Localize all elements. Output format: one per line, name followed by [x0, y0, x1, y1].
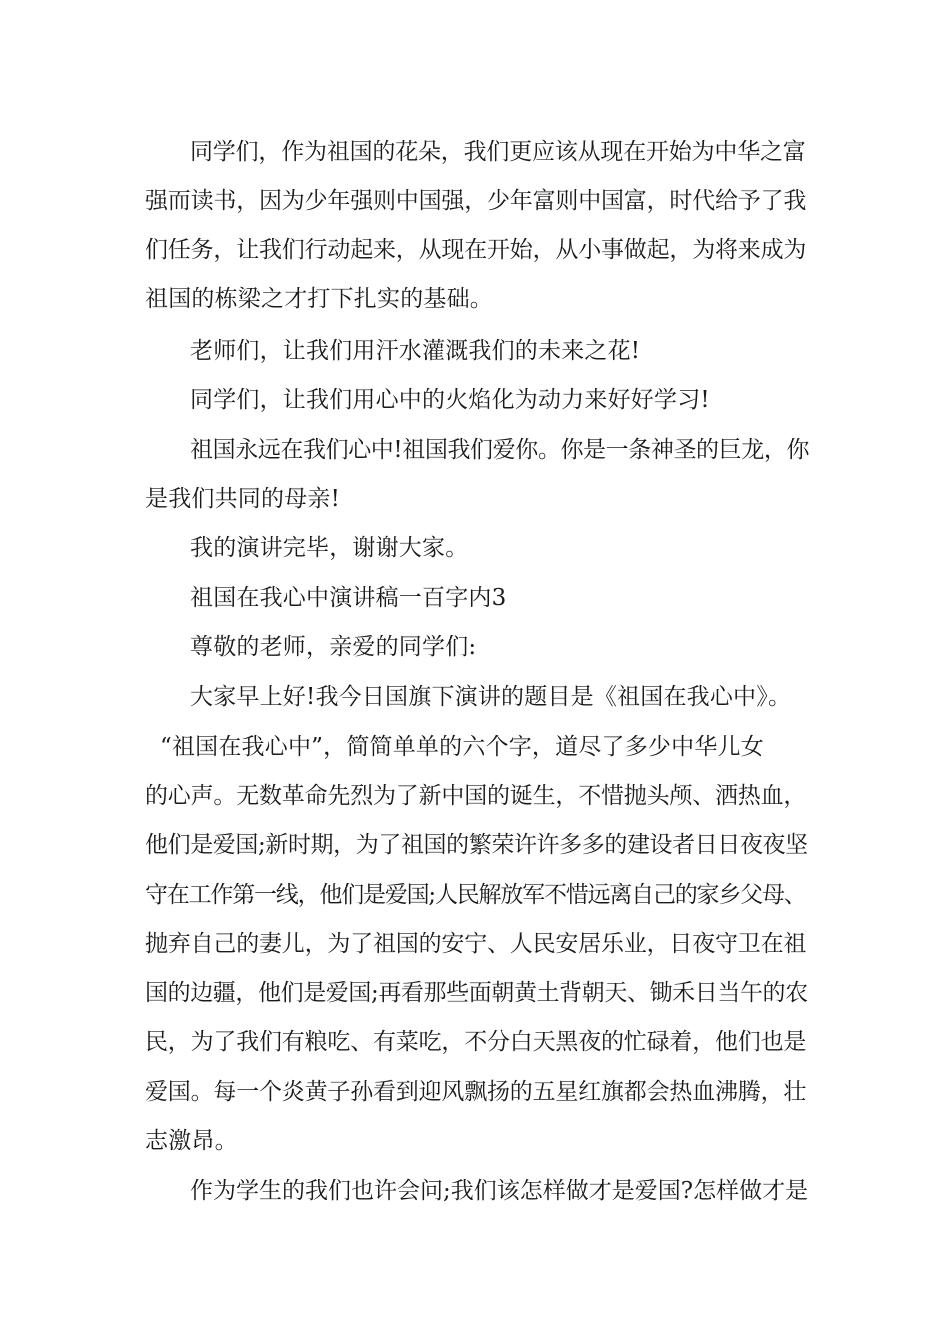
paragraph-line: 守在工作第一线，他们是爱国;人民解放军不惜远离自己的家乡父母、	[145, 882, 806, 908]
paragraph-line: 志激昂。	[145, 1128, 238, 1154]
paragraph-line: 强而读书，因为少年强则中国强，少年富则中国富，时代给予了我	[145, 188, 807, 214]
paragraph-line: 的心声。无数革命先烈为了新中国的诞生，不惜抛头颅、洒热血，	[145, 783, 807, 809]
paragraph-line: 同学们，让我们用心中的火焰化为动力来好好学习!	[190, 387, 710, 413]
paragraph-line: 老师们，让我们用汗水灌溉我们的未来之花!	[190, 338, 641, 364]
section-title: 祖国在我心中演讲稿一百字内3	[190, 585, 507, 611]
paragraph-line: 民，为了我们有粮吃、有菜吃，不分白天黑夜的忙碌着，他们也是	[145, 1029, 807, 1055]
paragraph-line: 们任务，让我们行动起来，从现在开始，从小事做起，为将来成为	[145, 237, 807, 263]
paragraph-line: 作为学生的我们也许会问;我们该怎样做才是爱国?怎样做才是	[190, 1178, 809, 1204]
paragraph-line: 他们是爱国;新时期，为了祖国的繁荣许许多多的建设者日日夜夜坚	[145, 832, 808, 858]
paragraph-line: 抛弃自己的妻儿，为了祖国的安宁、人民安居乐业，日夜守卫在祖	[145, 931, 807, 957]
salutation: 尊敬的老师，亲爱的同学们:	[190, 634, 477, 660]
paragraph-line: “祖国在我心中”，简简单单的六个字，道尽了多少中华儿女	[160, 734, 764, 760]
paragraph-line: 爱国。每一个炎黄子孙看到迎风飘扬的五星红旗都会热血沸腾，壮	[145, 1079, 807, 1105]
paragraph-line: 国的边疆，他们是爱国;再看那些面朝黄土背朝天、锄禾日当午的农	[145, 980, 808, 1006]
paragraph-line: 祖国的栋梁之才打下扎实的基础。	[145, 286, 493, 312]
paragraph-line: 同学们，作为祖国的花朵，我们更应该从现在开始为中华之富	[190, 139, 806, 165]
paragraph-line: 祖国永远在我们心中!祖国我们爱你。你是一条神圣的巨龙，你	[190, 437, 810, 463]
paragraph-line: 我的演讲完毕，谢谢大家。	[190, 535, 469, 561]
paragraph-line: 是我们共同的母亲!	[145, 486, 341, 512]
paragraph-line: 大家早上好!我今日国旗下演讲的题目是《祖国在我心中》。	[190, 684, 792, 710]
